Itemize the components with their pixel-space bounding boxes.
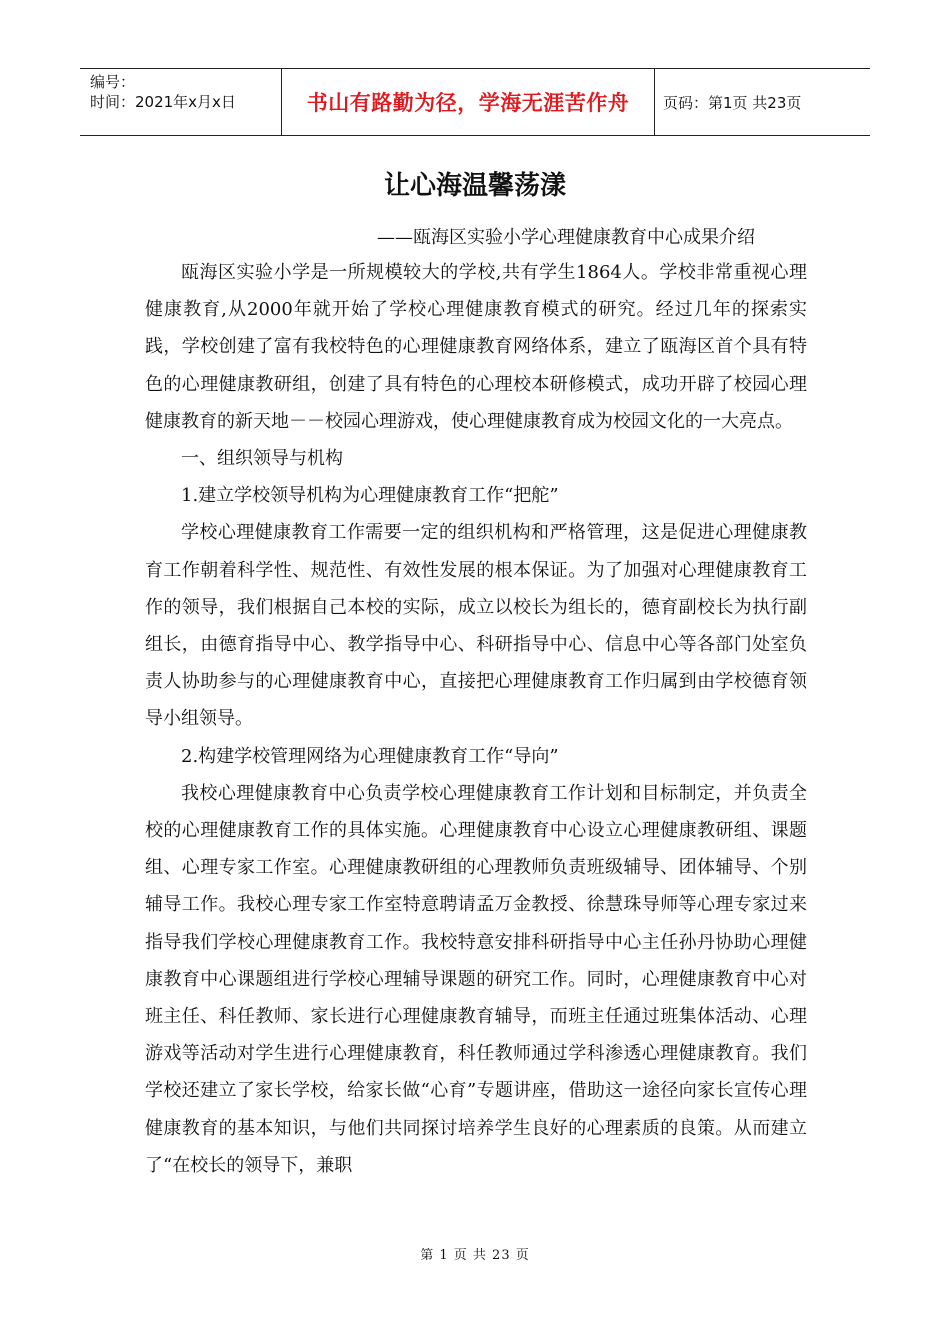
document-subtitle: ——瓯海区实验小学心理健康教育中心成果介绍 [377,227,755,248]
document-title: 让心海温馨荡漾 [383,171,566,201]
paragraph-network: 我校心理健康教育中心负责学校心理健康教育工作计划和目标制定，并负责全校的心理健康教育工作的具体实施。心理健康教育中心设立心理健康教研组、课题组、心理专家工作室。心理健康教研组的心理教师负责班级辅导、团体辅导、个别辅导工作。我校心理专家工作室特意聘请孟万金教授、徐慧珠导师等心理专家过来指导我们学校心理健康教育工作。我校特意安排科研指导中心主任孙丹协助心理健康教育中心课题组进行学校心理辅导课题的研究工作。同时，心理健康教育中心对班主任、科任教师、家长进行心理健康教育辅导，而班主任通过班集体活动、心理游戏等活动对学生进行心理健康教育，科任教师通过学科渗透心理健康教育。我们学校还建立了家长学校，给家长做“心育”专题讲座，借助这一途径向家长宣传心理健康教育的基本知识，与他们共同探讨培养学生良好的心理素质的良策。从而建立了“在校长的领导下，兼职 [145,782,807,1176]
subsection-heading-1: 1.建立学校领导机构为心理健康教育工作“把舵” [181,485,559,507]
header-motto: 书山有路勤为径，学海无涯苦作舟 [281,69,655,135]
header-page-info: 页码：第1页 共23页 [663,93,802,112]
document-header [80,68,870,136]
number-label: 编号： [90,73,136,91]
document-body [145,254,807,1184]
paragraph-intro: 瓯海区实验小学是一所规模较大的学校,共有学生1864人。学校非常重视心理健康教育,从2000年就开始了学校心理健康教育模式的研究。经过几年的探索实践，学校创建了富有我校特色的心理健康教育网络体系，建立了瓯海区首个具有特色的心理健康教研组，创建了具有特色的心理校本研修模式，成功开辟了校园心理健康教育的新天地－－校园心理游戏，使心理健康教育成为校园文化的一大亮点。 [145,262,807,432]
subsection-heading-2: 2.构建学校管理网络为心理健康教育工作“导向” [181,745,559,767]
section-heading-1: 一、组织领导与机构 [181,448,343,470]
paragraph-leadership: 学校心理健康教育工作需要一定的组织机构和严格管理，这是促进心理健康教育工作朝着科学性、规范性、有效性发展的根本保证。为了加强对心理健康教育工作的领导，我们根据自己本校的实际，成立以校长为组长的，德育副校长为执行副组长，由德育指导中心、教学指导中心、科研指导中心、信息中心等各部门处室负责人协助参与的心理健康教育中心，直接把心理健康教育工作归属到由学校德育领导小组领导。 [145,522,807,730]
header-meta [80,69,281,135]
time-label: 时间：2021年x月x日 [90,93,236,111]
page-footer: 第 1 页 共 23 页 [420,1248,530,1263]
